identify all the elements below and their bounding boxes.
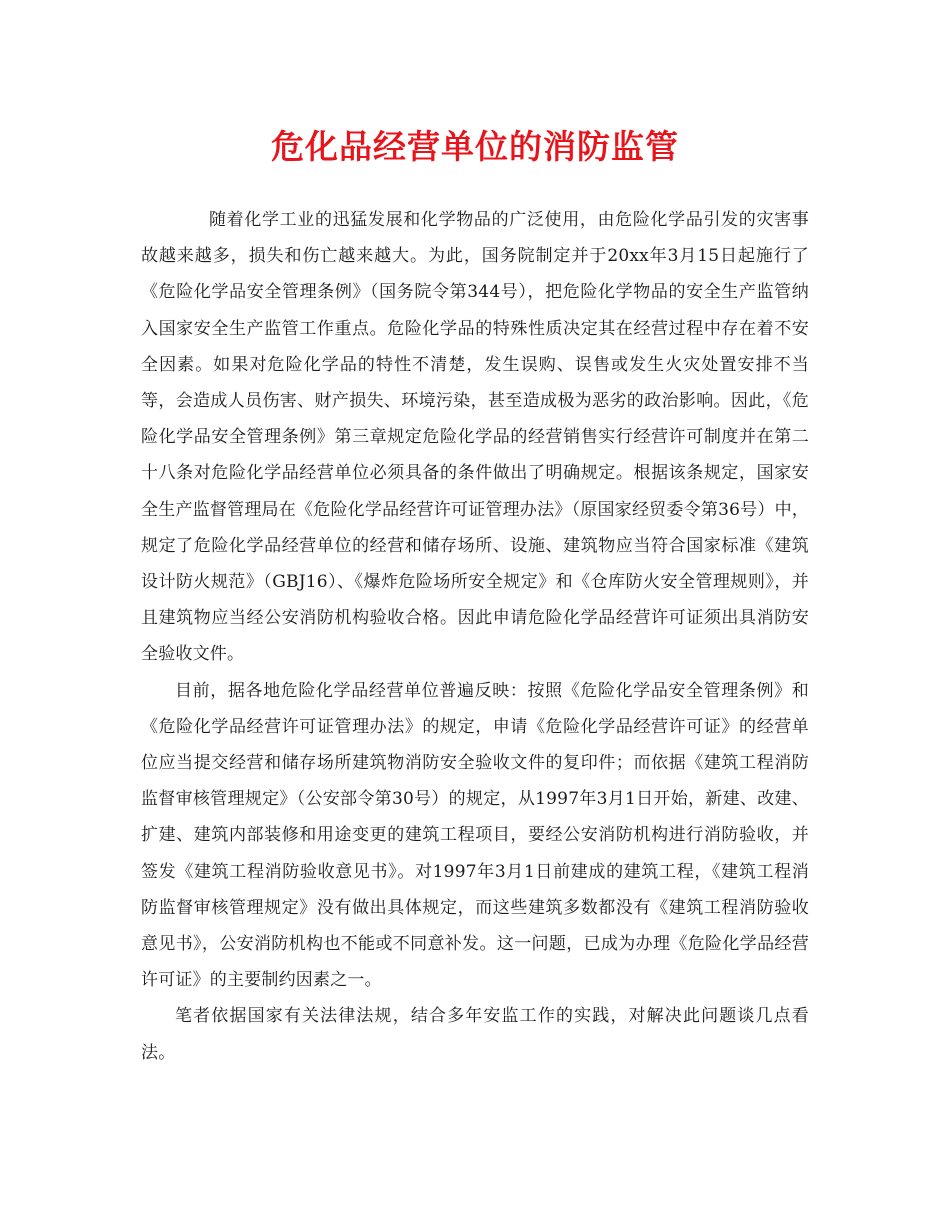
- document-body: [141, 202, 809, 1071]
- paragraph-author-view: 笔者依据国家有关法律法规，结合多年安监工作的实践，对解决此问题谈几点看法。: [141, 1006, 809, 1063]
- document-title: 危化品经营单位的消防监管: [271, 127, 679, 166]
- paragraph-intro: 随着化学工业的迅猛发展和化学物品的广泛使用，由危险化学品引发的灾害事故越来越多，损失和伤亡越来越大。为此，国务院制定并于20xx年3月15日起施行了《危险化学品安全管理条例》（国务院令第344号），把危险化学物品的安全生产监管纳入国家安全生产监管工作重点。危险化学品的特殊性质决定其在经营过程中存在着不安全因素。如果对危险化学品的特性不清楚，发生误购、误售或发生火灾处置安排不当等，会造成人员伤害、财产损失、环境污染，甚至造成极为恶劣的政治影响。因此，《危险化学品安全管理条例》第三章规定危险化学品的经营销售实行经营许可制度并在第二十八条对危险化学品经营单位必须具备的条件做出了明确规定。根据该条规定，国家安全生产监督管理局在《危险化学品经营许可证管理办法》（原国家经贸委令第36号）中，规定了危险化学品经营单位的经营和储存场所、设施、建筑物应当符合国家标准《建筑设计防火规范》（GBJ16）、《爆炸危险场所安全规定》和《仓库防火安全管理规则》，并且建筑物应当经公安消防机构验收合格。因此申请危险化学品经营许可证须出具消防安全验收文件。: [141, 210, 809, 665]
- paragraph-current-situation: 目前，据各地危险化学品经营单位普遍反映：按照《危险化学品安全管理条例》和《危险化学品经营许可证管理办法》的规定，申请《危险化学品经营许可证》的经营单位应当提交经营和储存场所建筑物消防安全验收文件的复印件；而依据《建筑工程消防监督审核管理规定》（公安部令第30号）的规定，从1997年3月1日开始，新建、改建、扩建、建筑内部装修和用途变更的建筑工程项目，要经公安消防机构进行消防验收，并签发《建筑工程消防验收意见书》。对1997年3月1日前建成的建筑工程，《建筑工程消防监督审核管理规定》没有做出具体规定，而这些建筑多数都没有《建筑工程消防验收意见书》，公安消防机构也不能或不同意补发。这一问题，已成为办理《危险化学品经营许可证》的主要制约因素之一。: [141, 680, 809, 991]
